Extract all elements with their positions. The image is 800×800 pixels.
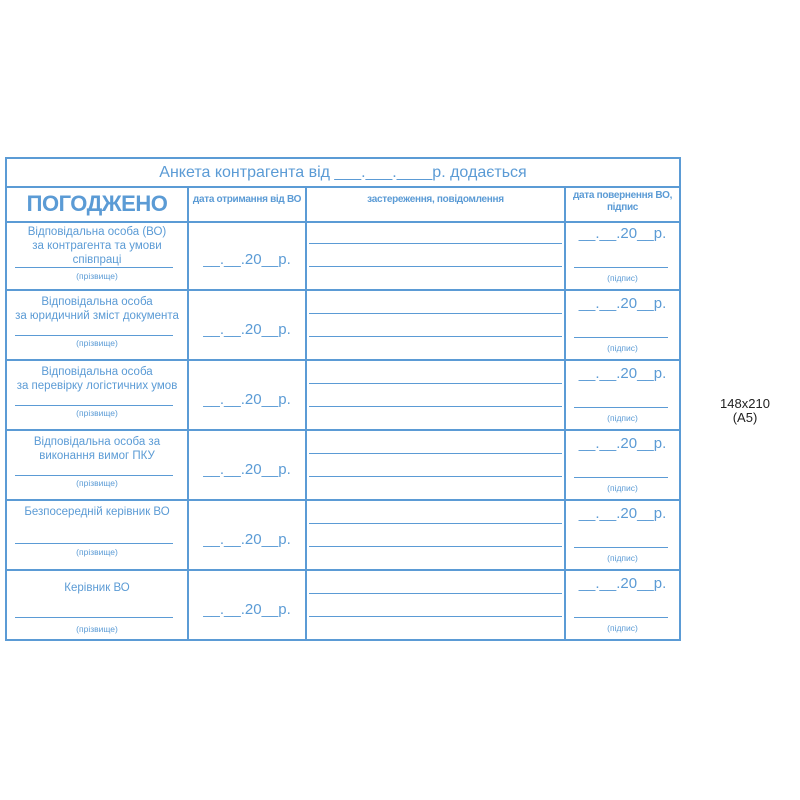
received-date-text: __.__.20__р.: [203, 251, 291, 268]
approval-rows: [7, 221, 679, 639]
remarks-line[interactable]: [309, 243, 562, 244]
remarks-line[interactable]: [309, 523, 562, 524]
remarks-line[interactable]: [309, 546, 562, 547]
remarks-line[interactable]: [309, 266, 562, 267]
signature-label: (підпис): [607, 273, 638, 283]
remarks-cell[interactable]: [305, 571, 564, 641]
signature-label: (підпис): [607, 553, 638, 563]
remarks-line[interactable]: [309, 406, 562, 407]
role-cell: [7, 291, 187, 359]
approval-row: [7, 291, 679, 361]
remarks-cell[interactable]: [305, 431, 564, 499]
received-date-cell[interactable]: [187, 291, 305, 359]
return-date-cell[interactable]: [564, 361, 679, 429]
remarks-line[interactable]: [309, 616, 562, 617]
role-label: Керівник ВО: [64, 582, 130, 594]
remarks-line[interactable]: [309, 383, 562, 384]
remarks-line[interactable]: [309, 313, 562, 314]
remarks-line[interactable]: [309, 453, 562, 454]
remarks-line[interactable]: [309, 593, 562, 594]
return-date-text: __.__.20__р.: [578, 575, 667, 592]
surname-label: (прізвище): [76, 408, 118, 418]
return-date-text: __.__.20__р.: [578, 365, 667, 382]
received-date-text: __.__.20__р.: [203, 601, 291, 618]
return-date-text: __.__.20__р.: [578, 505, 667, 522]
return-date-cell[interactable]: [564, 501, 679, 569]
approval-row: [7, 501, 679, 571]
remarks-cell[interactable]: [305, 291, 564, 359]
signature-line[interactable]: [574, 617, 668, 618]
surname-label: (прізвище): [76, 338, 118, 348]
return-date-cell[interactable]: [564, 291, 679, 359]
signature-label: (підпис): [607, 483, 638, 493]
return-date-cell[interactable]: [564, 571, 679, 641]
signature-label: (підпис): [607, 343, 638, 353]
received-date-cell[interactable]: [187, 431, 305, 499]
approval-row: [7, 431, 679, 501]
approved-label: ПОГОДЖЕНО: [26, 191, 168, 216]
signature-label: (підпис): [607, 623, 638, 633]
header-row: [7, 186, 679, 223]
approval-row: [7, 361, 679, 431]
return-date-cell[interactable]: [564, 431, 679, 499]
paper-dimensions: 148x210: [720, 396, 770, 411]
surname-label: (прізвище): [76, 478, 118, 488]
approval-form: [5, 157, 681, 641]
surname-line[interactable]: [15, 617, 173, 618]
role-cell: [7, 221, 187, 289]
received-date-cell[interactable]: [187, 501, 305, 569]
role-cell: [7, 361, 187, 429]
received-date-cell[interactable]: [187, 571, 305, 641]
received-date-text: __.__.20__р.: [203, 531, 291, 548]
remarks-header: застереження, повідомлення: [305, 186, 564, 221]
role-label: Відповідальна особа за перевірку логістичних умов: [16, 366, 178, 392]
remarks-cell[interactable]: [305, 361, 564, 429]
paper-size-note: [700, 397, 790, 425]
received-date-header: дата отримання від ВО: [187, 186, 305, 221]
role-label: Відповідальна особа за юридичний зміст документа: [15, 296, 179, 322]
signature-line[interactable]: [574, 407, 668, 408]
role-label: Відповідальна особа (ВО) за контрагента та умови співпраці: [27, 226, 167, 266]
role-label: Безпосередній керівник ВО: [24, 506, 170, 518]
surname-line[interactable]: [15, 335, 173, 336]
received-date-text: __.__.20__р.: [203, 391, 291, 408]
received-date-text: __.__.20__р.: [203, 321, 291, 338]
received-date-text: __.__.20__р.: [203, 461, 291, 478]
received-date-cell[interactable]: [187, 361, 305, 429]
surname-label: (прізвище): [76, 271, 118, 281]
signature-line[interactable]: [574, 477, 668, 478]
surname-line[interactable]: [15, 475, 173, 476]
role-cell: [7, 431, 187, 499]
signature-line[interactable]: [574, 547, 668, 548]
surname-label: (прізвище): [76, 547, 118, 557]
surname-label: (прізвище): [76, 624, 118, 634]
return-date-cell[interactable]: [564, 221, 679, 289]
paper-format: (А5): [732, 410, 758, 425]
remarks-line[interactable]: [309, 336, 562, 337]
role-cell: [7, 501, 187, 569]
approval-row: [7, 221, 679, 291]
signature-line[interactable]: [574, 267, 668, 268]
signature-line[interactable]: [574, 337, 668, 338]
form-title: Анкета контрагента від ___.___.____р. додається: [7, 159, 679, 188]
approval-row: [7, 571, 679, 641]
surname-line[interactable]: [15, 267, 173, 268]
return-date-text: __.__.20__р.: [578, 295, 667, 312]
remarks-line[interactable]: [309, 476, 562, 477]
signature-label: (підпис): [607, 413, 638, 423]
role-cell: [7, 571, 187, 641]
return-date-text: __.__.20__р.: [578, 435, 667, 452]
received-date-cell[interactable]: [187, 221, 305, 289]
remarks-cell[interactable]: [305, 501, 564, 569]
role-label: Відповідальна особа за виконання вимог ПКУ: [33, 436, 161, 462]
remarks-cell[interactable]: [305, 221, 564, 289]
return-date-header: дата повернення ВО, підпис: [564, 186, 679, 221]
surname-line[interactable]: [15, 405, 173, 406]
return-date-text: __.__.20__р.: [578, 225, 667, 242]
surname-line[interactable]: [15, 543, 173, 544]
